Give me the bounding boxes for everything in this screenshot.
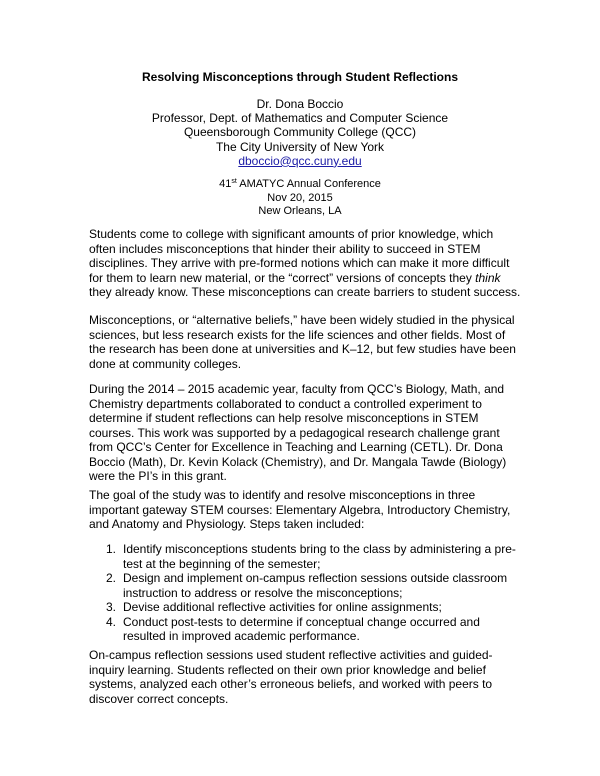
paragraph-intro-part-1: Students come to college with significant amounts of prior knowledge, which often includes misconceptions that hinder their ability to succeed in STEM disciplines. They arrive with pre-formed notions which can make it more difficult for them to learn new material, or the “correct” versions of concepts they (89, 227, 510, 285)
list-item (89, 542, 521, 571)
conference-ordinal-number: 41 (219, 178, 232, 190)
conference-ordinal-suffix: st (231, 178, 237, 185)
list-item-text: Devise additional reflective activities for online assignments; (123, 600, 442, 614)
list-item-number: 3. (106, 600, 117, 614)
conference-location: New Orleans, LA (258, 205, 342, 217)
paragraph-study-goal: The goal of the study was to identify and resolve misconceptions in three important gateway STEM courses: Elementary Algebra, Introductory Chemistry, and Anatomy and Physiology. Steps taken included: (89, 488, 511, 531)
paragraph-reflection-sessions: On-campus reflection sessions used student reflective activities and guided-inquiry learning. Students reflected on their own prior knowledge and belief systems, analyzed each other’s erroneous beliefs, and worked with peers to discover correct concepts. (89, 648, 493, 706)
author-email-link[interactable]: dboccio@qcc.cuny.edu (238, 153, 362, 168)
list-item (89, 615, 521, 644)
paragraph-misconceptions: Misconceptions, or “alternative beliefs,” have been widely studied in the physical sciences, but less research exists for the life sciences and other fields. Most of the research has been done at universities and K–12, but few studies have been done at community colleges. (89, 313, 516, 371)
paragraph-intro-emphasis: think (475, 270, 501, 285)
list-item-text: Conduct post-tests to determine if conceptual change occurred and resulted in improved academic performance. (123, 614, 480, 643)
list-item-text: Identify misconceptions students bring to the class by administering a pre-test at the beginning of the semester; (123, 542, 516, 571)
author-institution: Queensborough Community College (QCC) (183, 125, 417, 140)
document-title: Resolving Misconceptions through Student Reflections (141, 70, 459, 84)
author-name: Dr. Dona Boccio (256, 97, 344, 111)
conference-title: AMATYC Annual Conference (236, 178, 381, 190)
list-item-number: 2. (106, 571, 117, 585)
author-university: The City University of New York (215, 139, 385, 154)
author-block (0, 97, 600, 168)
author-position: Professor, Dept. of Mathematics and Computer Science (151, 111, 449, 126)
conference-block (0, 178, 600, 219)
paragraph-study-background: During the 2014 – 2015 academic year, faculty from QCC’s Biology, Math, and Chemistry departments collaborated to conduct a controlled experiment to determine if student reflections can help resolve misconceptions in STEM courses. This work was supported by a pedagogical research challenge grant from QCC’s Center for Excellence in Teaching and Learning (CETL). Dr. Dona Boccio (Math), Dr. Kevin Kolack (Chemistry), and Dr. Mangala Tawde (Biology) were the PI’s in this grant. (89, 382, 507, 483)
list-item-text: Design and implement on-campus reflection sessions outside classroom instruction to address or resolve the misconceptions; (123, 571, 508, 600)
list-item (89, 600, 521, 615)
paragraph-intro-part-2: they already know. These misconceptions can create barriers to student success. (89, 285, 521, 299)
conference-date: Nov 20, 2015 (267, 191, 333, 204)
steps-list (89, 542, 521, 644)
list-item-number: 1. (106, 542, 117, 556)
conference-name (0, 178, 600, 192)
list-item (89, 571, 521, 600)
paragraph-intro (89, 227, 521, 300)
list-item-number: 4. (106, 614, 117, 629)
